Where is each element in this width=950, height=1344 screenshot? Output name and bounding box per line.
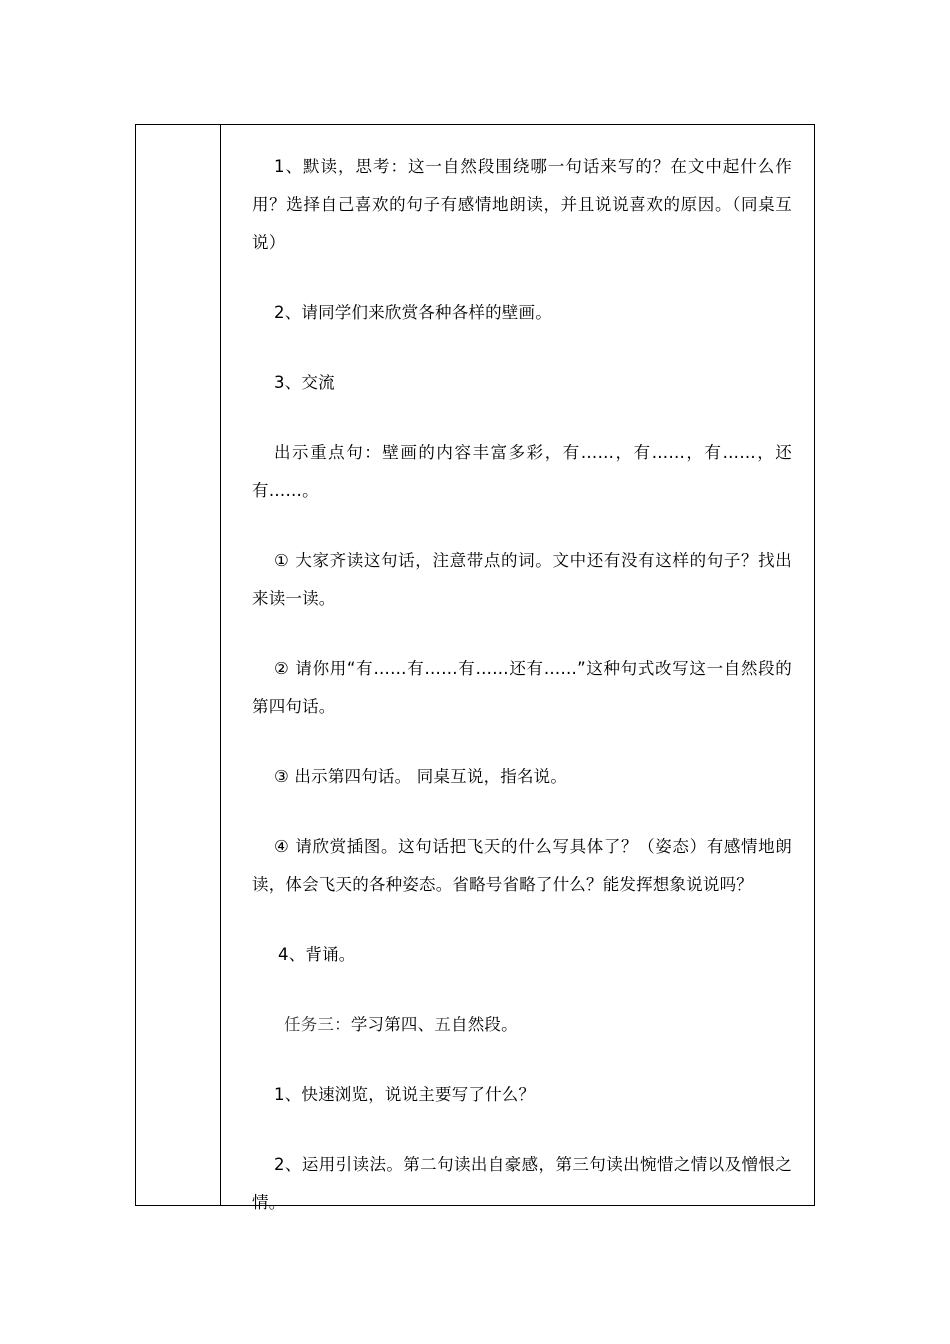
task-3-step-2: 2、运用引读法。第二句读出自豪感，第三句读出惋惜之情以及憎恨之情。 [252,1155,792,1212]
substep-1: ① 大家齐读这句话，注意带点的词。文中还有没有这样的句子？找出来读一读。 [252,551,792,608]
left-column-cell [136,125,220,1205]
task-3-step-1: 1、快速浏览，说说主要写了什么？ [274,1085,536,1104]
key-sentence: 出示重点句：壁画的内容丰富多彩，有……，有……，有……，还有……。 [252,443,792,500]
step-3-exchange: 3、交流 [274,373,335,392]
task-3-number: 五 [434,1015,452,1034]
substep-3: ③ 出示第四句话。 同桌互说，指名说。 [274,767,568,786]
step-4-recite: 4、背诵。 [278,945,356,964]
task-3-heading [252,1006,792,1044]
task-3-label: 任务三： [284,1015,351,1034]
step-2-appreciate-murals: 2、请同学们来欣赏各种各样的壁画。 [274,303,552,322]
substep-4: ④ 请欣赏插图。这句话把飞天的什么写具体了？（姿态）有感情地朗读，体会飞天的各种姿态。省略号省略了什么？能发挥想象说说吗？ [252,837,792,894]
lesson-content [252,148,792,1254]
task-3-text-b: 自然段。 [451,1015,518,1034]
task-3-text-a: 学习第四、 [350,1015,435,1034]
column-divider [220,124,221,1206]
step-1-silent-reading: 1、默读，思考：这一自然段围绕哪一句话来写的？在文中起什么作用？选择自己喜欢的句子有感情地朗读，并且说说喜欢的原因。（同桌互说） [252,157,792,252]
substep-2: ② 请你用“有……有……有……还有……”这种句式改写这一自然段的第四句话。 [252,659,792,716]
